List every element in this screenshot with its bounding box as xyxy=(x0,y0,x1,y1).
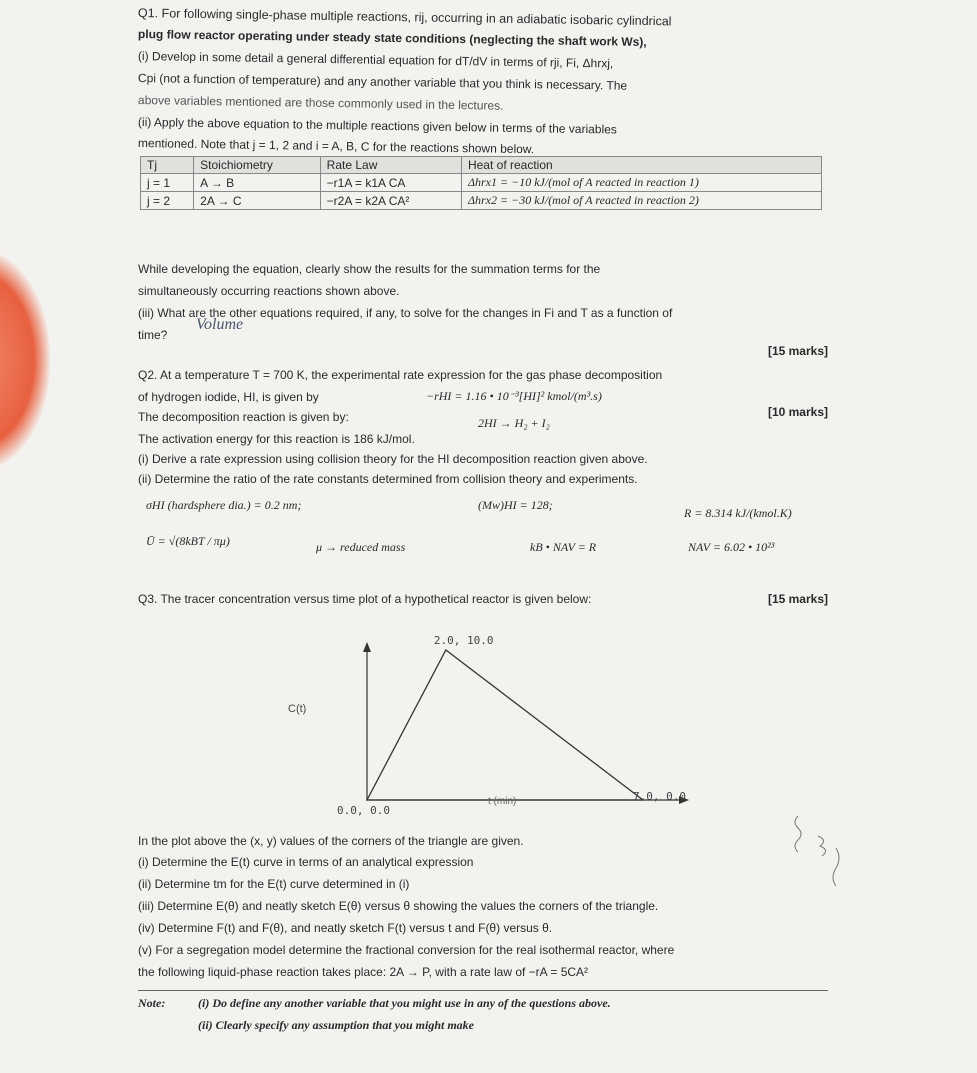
x-axis-label: t (min) xyxy=(488,796,517,807)
table-row xyxy=(141,174,822,192)
table-cell: Δhrx1 = −10 kJ/(mol of A reacted in reaction 1) xyxy=(461,174,821,192)
q2-line: of hydrogen iodide, HI, is given by xyxy=(138,390,319,404)
reaction-table xyxy=(140,156,822,210)
table-cell: −r2A = k2A CA² xyxy=(320,192,461,210)
table-cell: −r1A = k1A CA xyxy=(320,174,461,192)
q2-marks: [10 marks] xyxy=(767,405,828,419)
corner-label: 7.0, 0.0 xyxy=(633,790,686,803)
table-header-row xyxy=(141,157,822,174)
q1-line: Cpi (not a function of temperature) and any another variable that you think is necessary. The xyxy=(137,71,628,93)
q2-reaction: 2HI → H₂ + I₂ xyxy=(478,416,550,430)
q3-intro: Q3. The tracer concentration versus time plot of a hypothetical reactor is given below: xyxy=(138,592,592,606)
q2-part: (i) Derive a rate expression using collision theory for the HI decomposition reaction given above. xyxy=(138,452,648,466)
q2-gas-constant: R = 8.314 kJ/(kmol.K) xyxy=(684,506,792,520)
corner-label: 0.0, 0.0 xyxy=(337,804,390,817)
corner-label: 2.0, 10.0 xyxy=(433,634,494,647)
note-item: (i) Do define any another variable that you might use in any of the questions above. xyxy=(198,996,611,1010)
q2-rate-expression: −rHI = 1.16 • 10⁻³[HI]² kmol/(m³.s) xyxy=(426,389,602,403)
table-cell: Δhrx2 = −30 kJ/(mol of A reacted in reaction 2) xyxy=(461,192,821,210)
handwritten-note: Volume xyxy=(196,316,244,333)
q3-line: (iii) Determine E(θ) and neatly sketch E(θ) versus θ showing the values the corners of the triangle. xyxy=(138,899,659,913)
table-header: Tj xyxy=(141,157,194,174)
y-axis-arrow xyxy=(363,642,371,652)
q1-after-line: simultaneously occurring reactions shown above. xyxy=(138,284,400,298)
q2-velocity: Ū = √(8kBT / πμ) xyxy=(146,534,230,548)
q1-line: above variables mentioned are those commonly used in the lectures. xyxy=(137,93,504,113)
table-cell: 2A → C xyxy=(194,192,321,210)
q3-line: (v) For a segregation model determine the fractional conversion for the real isothermal reactor, where xyxy=(138,943,675,957)
q1-line: (ii) Apply the above equation to the multiple reactions given below in terms of the variables xyxy=(137,115,617,137)
q3-line: (i) Determine the E(t) curve in terms of an analytical expression xyxy=(138,855,474,869)
q2-line: The decomposition reaction is given by: xyxy=(138,410,349,424)
q3-line: In the plot above the (x, y) values of the corners of the triangle are given. xyxy=(138,834,524,848)
note-item: (ii) Clearly specify any assumption that you might make xyxy=(198,1018,474,1032)
q1-line: Q1. For following single-phase multiple reactions, rij, occurring in an adiabatic isobaric cylindrical xyxy=(137,6,672,29)
table-header: Heat of reaction xyxy=(461,157,821,174)
q1-after-line: time? xyxy=(138,328,168,342)
table-cell: j = 2 xyxy=(141,192,194,210)
photo-background-blob xyxy=(0,250,50,470)
q2-avogadro: NAV = 6.02 • 10²³ xyxy=(688,540,775,554)
table-header: Rate Law xyxy=(320,157,461,174)
q1-line: plug flow reactor operating under steady state conditions (neglecting the shaft work Ws), xyxy=(137,27,647,49)
q3-marks: [15 marks] xyxy=(767,592,828,606)
note-label: Note: xyxy=(138,996,166,1010)
q1-marks: [15 marks] xyxy=(767,344,828,358)
q2-intro: Q2. At a temperature T = 700 K, the experimental rate expression for the gas phase decomposition xyxy=(138,368,663,382)
y-axis-label: C(t) xyxy=(288,703,307,715)
table-header: Stoichiometry xyxy=(194,157,321,174)
q2-molar-mass: (Mw)HI = 128; xyxy=(478,498,553,512)
table-cell: A → B xyxy=(194,174,321,192)
q3-line: (iv) Determine F(t) and F(θ), and neatly sketch F(t) versus t and F(θ) versus θ. xyxy=(138,921,553,935)
q1-line: (i) Develop in some detail a general differential equation for dT/dV in terms of rji, Fi, Δhrxj, xyxy=(137,49,614,71)
divider xyxy=(138,990,828,991)
q1-after-line: (iii) What are the other equations required, if any, to solve for the changes in Fi and T as a function of xyxy=(138,306,673,320)
handwritten-scribble xyxy=(784,808,854,888)
q2-part: (ii) Determine the ratio of the rate constants determined from collision theory and experiments. xyxy=(138,472,638,486)
q3-line: the following liquid-phase reaction takes place: 2A → P, with a rate law of −rA = 5CA² xyxy=(138,965,589,979)
q3-line: (ii) Determine tm for the E(t) curve determined in (i) xyxy=(138,877,410,891)
table-row xyxy=(141,192,822,210)
tracer-triangle xyxy=(367,650,643,800)
q2-reduced-mass: μ → reduced mass xyxy=(316,540,406,554)
q2-sigma: σHI (hardsphere dia.) = 0.2 nm; xyxy=(146,498,302,512)
q1-line: mentioned. Note that j = 1, 2 and i = A, B, C for the reactions shown below. xyxy=(137,136,535,157)
q2-line: The activation energy for this reaction is 186 kJ/mol. xyxy=(138,432,415,446)
table-cell: j = 1 xyxy=(141,174,194,192)
q1-after-line: While developing the equation, clearly show the results for the summation terms for the xyxy=(138,262,601,276)
tracer-plot xyxy=(138,620,698,820)
q2-boltzmann: kB • NAV = R xyxy=(530,540,597,554)
